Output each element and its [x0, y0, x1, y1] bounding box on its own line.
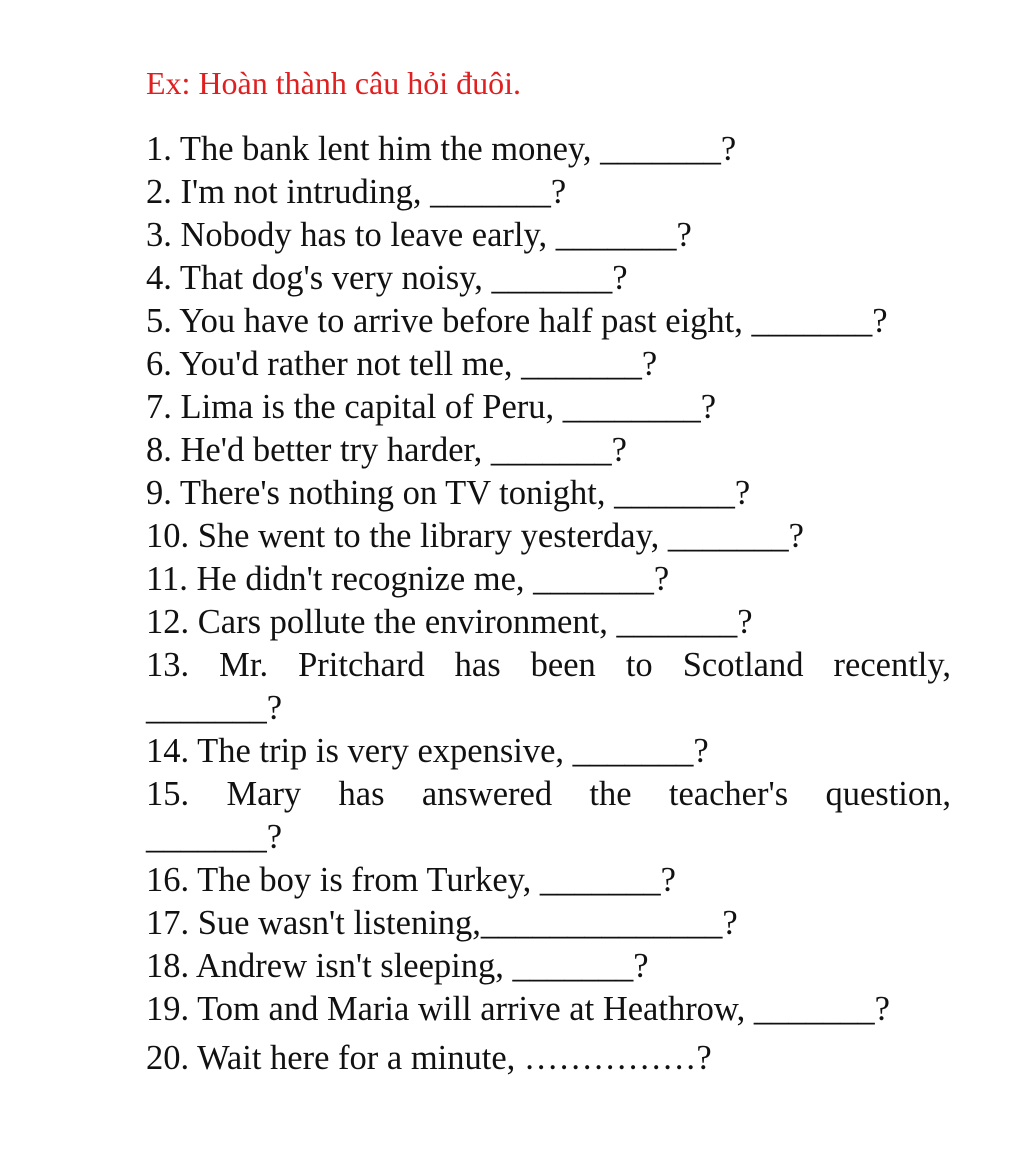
- question-15-line-2: _______?: [146, 818, 283, 856]
- question-18: 18. Andrew isn't sleeping, _______?: [146, 947, 649, 985]
- question-12: 12. Cars pollute the environment, _______?: [146, 603, 753, 641]
- question-15: [146, 773, 951, 859]
- question-1: 1. The bank lent him the money, _______?: [146, 130, 737, 168]
- question-19: 19. Tom and Maria will arrive at Heathrow, _______?: [146, 990, 890, 1028]
- exercise-page: [146, 58, 951, 1080]
- question-8: 8. He'd better try harder, _______?: [146, 431, 627, 469]
- question-14: 14. The trip is very expensive, _______?: [146, 732, 709, 770]
- question-6: 6. You'd rather not tell me, _______?: [146, 345, 658, 383]
- question-10: 10. She went to the library yesterday, _______?: [146, 517, 804, 555]
- question-9: 9. There's nothing on TV tonight, _______?: [146, 474, 751, 512]
- question-7: 7. Lima is the capital of Peru, ________?: [146, 388, 717, 426]
- question-20: 20. Wait here for a minute, ……………?: [146, 1039, 712, 1077]
- question-4: 4. That dog's very noisy, _______?: [146, 259, 628, 297]
- question-5: 5. You have to arrive before half past eight, _______?: [146, 302, 888, 340]
- exercise-heading: Ex: Hoàn thành câu hỏi đuôi.: [146, 65, 522, 101]
- question-13: [146, 644, 951, 730]
- question-15-line-1: 15. Mary has answered the teacher's question,: [146, 775, 951, 813]
- question-13-line-2: _______?: [146, 689, 283, 727]
- question-17: 17. Sue wasn't listening,______________?: [146, 904, 738, 942]
- question-11: 11. He didn't recognize me, _______?: [146, 560, 670, 598]
- question-list: [146, 128, 951, 1080]
- question-3: 3. Nobody has to leave early, _______?: [146, 216, 692, 254]
- question-13-line-1: 13. Mr. Pritchard has been to Scotland recently,: [146, 646, 951, 684]
- question-2: 2. I'm not intruding, _______?: [146, 173, 567, 211]
- question-16: 16. The boy is from Turkey, _______?: [146, 861, 676, 899]
